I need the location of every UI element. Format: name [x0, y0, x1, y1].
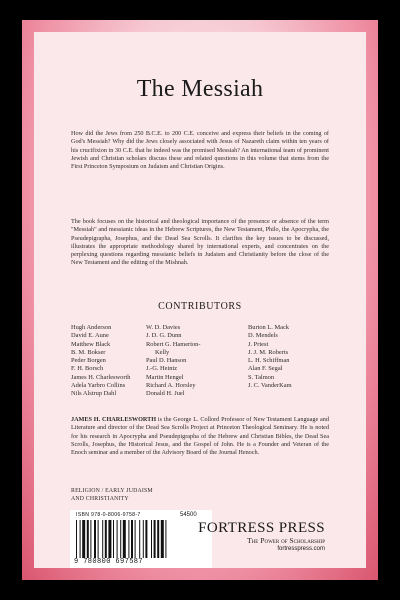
contributor-name: Martin Hengel — [146, 373, 184, 381]
barcode-bar — [98, 520, 99, 558]
barcode-bar — [151, 520, 152, 558]
barcode-bars — [74, 520, 208, 558]
isbn-barcode — [70, 510, 212, 568]
contributor-name: J. J. M. Roberts — [248, 348, 289, 356]
description-paragraph-2: The book focuses on the historical and theological importance of the presence or absence of the term "Messiah" and messianic ideas in the Hebrew Scriptures, the New Testament, Philo, the Apocrypha, the Pseudepigrapha, Josephus, and the Dead Sea Scrolls. It clarifies the key issues to be discussed, illustrates the appropriate methodology shared by international experts, and concentrates on the perplexing questions regarding messianic beliefs in Judaism and Christianity before the close of the New Testament and the editing of the Mishnah. — [71, 218, 329, 267]
contributors-column-1 — [71, 324, 130, 399]
barcode-bar — [161, 520, 164, 558]
contributor-name: B. M. Bokser — [71, 348, 106, 356]
contributor-name: James H. Charlesworth — [71, 373, 131, 381]
barcode-bar — [76, 520, 77, 558]
barcode-bar — [105, 520, 107, 558]
contributor-name: Kelly — [155, 348, 170, 356]
contributor-name: J.-G. Heintz — [146, 365, 178, 373]
barcode-bar — [82, 520, 85, 558]
barcode-bar — [143, 520, 144, 558]
contributor-name: Adela Yarbro Collins — [71, 382, 126, 390]
author-bio — [71, 416, 329, 457]
barcode-bar — [128, 520, 129, 558]
barcode-bar — [90, 520, 91, 558]
contributor-name: D. Mendels — [248, 332, 278, 340]
contributor-name: Peder Borgen — [71, 357, 106, 365]
contributor-name: Paul D. Hanson — [146, 357, 187, 365]
contributor-name: Burton L. Mack — [248, 324, 289, 331]
contributor-name: Matthew Black — [71, 340, 111, 348]
barcode-bar — [165, 520, 166, 558]
barcode-digits: 9 780800 697587 — [74, 558, 144, 566]
contributor-name: Richard A. Horsley — [146, 382, 196, 390]
contributor-name: David E. Aune — [71, 332, 109, 340]
barcode-bar — [102, 520, 103, 558]
barcode-bar — [108, 520, 111, 558]
book-title: The Messiah — [136, 76, 264, 102]
contributor-name: F. H. Borsch — [71, 365, 104, 373]
barcode-bar — [145, 520, 147, 558]
contributor-name: J. C. VanderKam — [248, 382, 292, 390]
barcode-bar — [123, 520, 126, 558]
contributor-name: Donald H. Juel — [146, 390, 185, 398]
contributor-name: Nils Alstrup Dahl — [71, 390, 117, 398]
contributor-name: W. D. Davies — [146, 324, 181, 331]
publisher-tagline: The Power of Scholarship — [247, 536, 325, 545]
contributors-column-3 — [248, 324, 292, 390]
publisher-block — [198, 520, 325, 554]
contributor-name: Hugh Anderson — [71, 324, 112, 331]
subject-category — [71, 488, 153, 503]
barcode-bar — [117, 520, 118, 558]
contributor-name: J. D. G. Dunn — [146, 332, 182, 340]
barcode-bar — [120, 520, 121, 558]
author-name: JAMES H. CHARLESWORTH — [71, 416, 157, 423]
description-paragraph-1: How did the Jews from 250 B.C.E. to 200 C.E. conceive and express their beliefs in the coming of God's Messiah? Why did the Jews closely associated with Jesus of Nazareth claim within ten years of his crucifixion in 30 C.E. that he indeed was the promised Messiah? An international team of prominent Jewish and Christian scholars discuss these and related questions in this volume that stems from the First Princeton Symposium on Judaism and Christian Origins. — [71, 130, 329, 171]
barcode-bar — [113, 520, 114, 558]
publisher-website: fortresspress.com — [277, 546, 325, 552]
contributor-name: J. Priest — [248, 340, 269, 348]
contributor-name: L. H. Schiffman — [248, 357, 290, 365]
author-bio-text: is the George L. Collord Professor of New Testament Language and Literature and director of the Dead Sea Scrolls Project at Princeton Theological Seminary. He is noted for his research in Apocrypha and Pseudepigrapha of the Hebrew and Christian Bibles, the Dead Sea Scrolls, Josephus, the Historical Jesus, and the Gospel of John. He is a Founder and Veteran of the Enoch seminar and a member of the Advisory Board of the Journal Henoch. — [71, 416, 329, 457]
price-code: 54500 — [180, 512, 197, 518]
barcode-bar — [94, 520, 96, 558]
barcode-bar — [80, 520, 81, 558]
contributor-name: S. Talmon — [248, 373, 275, 381]
barcode-bar — [157, 520, 159, 558]
barcode-bar — [135, 520, 136, 558]
back-cover — [22, 20, 378, 580]
contributor-name: Robert G. Hamerton- — [146, 340, 201, 348]
barcode-bar — [154, 520, 156, 558]
isbn-text: ISBN 978-0-8006-9758-7 — [76, 512, 141, 518]
barcode-bar — [131, 520, 133, 558]
barcode-bar — [139, 520, 140, 558]
contributors-column-2 — [146, 324, 200, 399]
barcode-bar — [87, 520, 89, 558]
contributor-name: Alan F. Segal — [248, 365, 283, 373]
publisher-name: FORTRESS PRESS — [198, 520, 325, 536]
category-line-2: AND CHRISTIANITY — [71, 495, 129, 502]
contributors-heading: CONTRIBUTORS — [158, 301, 242, 312]
category-line-1: RELIGION / EARLY JUDAISM — [71, 488, 153, 494]
content-panel — [34, 32, 366, 568]
